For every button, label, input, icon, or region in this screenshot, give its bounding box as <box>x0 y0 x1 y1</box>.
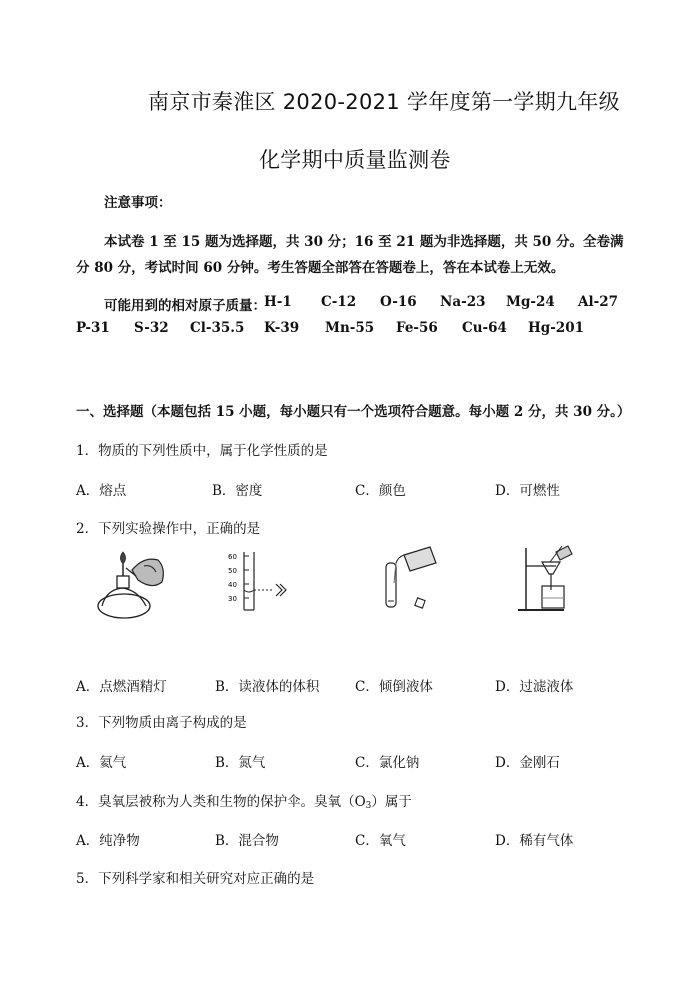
option-d: D．过滤液体 <box>495 679 574 695</box>
option-a: A．熔点 <box>76 483 127 499</box>
pouring-liquid-figure <box>376 543 448 615</box>
page-title-line2: 化学期中质量监测卷 <box>259 148 451 172</box>
option-a: A．氦气 <box>76 755 127 771</box>
mass-item: Cl-35.5 <box>190 320 245 336</box>
option-b: B．氮气 <box>215 755 266 771</box>
option-b: B．密度 <box>212 483 263 499</box>
mass-item: Fe-56 <box>396 320 438 336</box>
mass-item: Cu-64 <box>462 320 507 336</box>
notes-heading: 注意事项： <box>104 195 172 211</box>
mass-item: S-32 <box>134 320 169 336</box>
question-stem: 2．下列实验操作中，正确的是 <box>76 521 261 537</box>
option-a: A．纯净物 <box>76 833 140 849</box>
tick-label: 60 <box>228 553 237 561</box>
mass-item: P-31 <box>76 320 110 336</box>
notes-paragraph: 本试卷 1 至 15 题为选择题，共 30 分；16 至 21 题为非选择题，共 50 分。全卷满分 80 分，考试时间 60 分钟。考生答题全部答在答题卷上，答在本试卷上无效。 <box>76 234 624 276</box>
mass-item: Na-23 <box>440 294 486 310</box>
mass-item: Mg-24 <box>506 294 555 310</box>
alcohol-lamp-figure <box>92 548 174 624</box>
mass-item: Mn-55 <box>325 320 375 336</box>
option-d: D．金刚石 <box>495 755 560 771</box>
tick-label: 50 <box>228 567 237 575</box>
stem-text: ）属于 <box>371 794 412 810</box>
tick-label: 30 <box>228 595 237 603</box>
graduated-cylinder-figure <box>222 548 292 614</box>
page-title-line1: 南京市秦淮区 2020-2021 学年度第一学期九年级 <box>148 90 620 114</box>
mass-item: O-16 <box>380 294 417 310</box>
option-c: C．颜色 <box>355 483 406 499</box>
option-a: A．点燃酒精灯 <box>76 679 167 695</box>
atomic-mass-label: 可能用到的相对原子质量： <box>104 298 266 314</box>
option-d: D．稀有气体 <box>495 833 574 849</box>
section-heading: 一、选择题（本题包括 15 小题，每小题只有一个选项符合题意。每小题 2 分，共 30 分。） <box>76 404 631 420</box>
mass-item: H-1 <box>264 294 292 310</box>
option-c: C．氧气 <box>355 833 406 849</box>
option-b: B．读液体的体积 <box>215 679 320 695</box>
tick-label: 40 <box>228 581 237 589</box>
mass-item: Al-27 <box>578 294 618 310</box>
question-stem: 1．物质的下列性质中，属于化学性质的是 <box>76 443 328 459</box>
mass-item: K-39 <box>264 320 300 336</box>
option-c: C．倾倒液体 <box>355 679 433 695</box>
option-b: B．混合物 <box>215 833 279 849</box>
option-c: C．氯化钠 <box>355 755 420 771</box>
question-stem <box>76 790 412 811</box>
question-stem: 5．下列科学家和相关研究对应正确的是 <box>76 871 315 887</box>
subscript: 3 <box>365 801 372 811</box>
mass-item: Hg-201 <box>528 320 584 336</box>
option-d: D．可燃性 <box>495 483 560 499</box>
mass-item: C-12 <box>321 294 357 310</box>
question-stem: 3．下列物质由离子构成的是 <box>76 715 247 731</box>
stem-text: 4．臭氧层被称为人类和生物的保护伞。臭氧（O <box>76 794 366 810</box>
filtration-figure <box>516 542 588 616</box>
